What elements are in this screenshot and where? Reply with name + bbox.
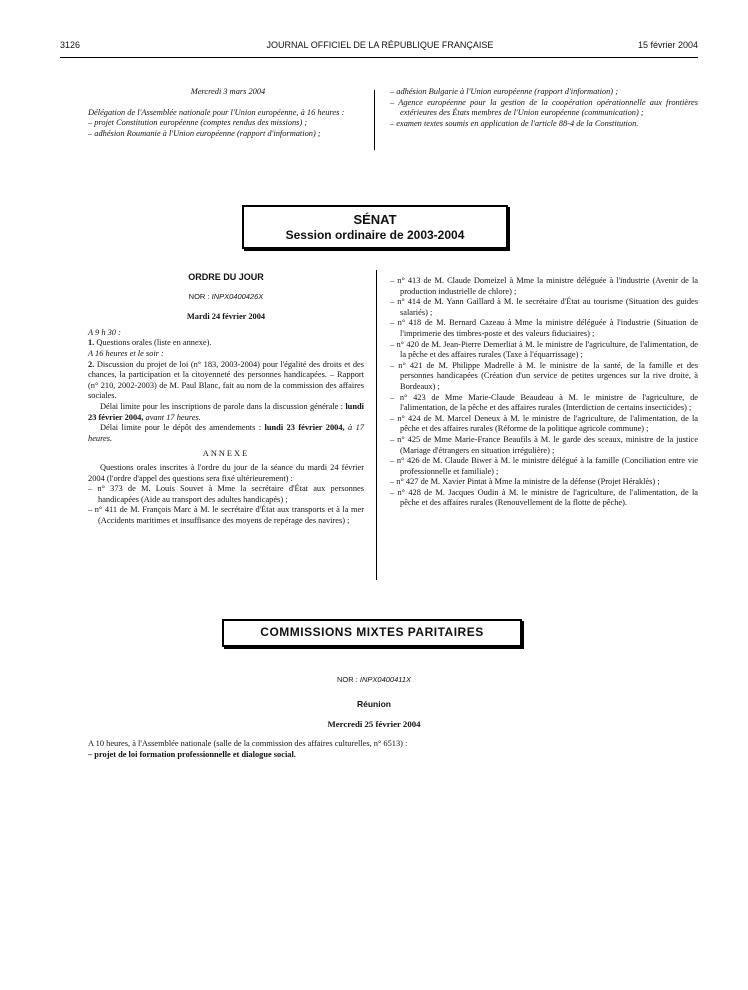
senat-subtitle: Session ordinaire de 2003-2004 [285,228,465,242]
odj-nor [88,292,364,303]
question-item: – n° 423 de Mme Marie-Claude Beaudeau à M. le ministre de l'agriculture, de l'alimentation, de la pêche et des affaires rurales (Interdiction de certains insecticides) ; [390,392,698,413]
cmp-line2: – projet de loi formation professionnelle et dialogue social. [88,749,296,759]
annexe-heading: ANNEXE [202,449,250,459]
delai2-bold: lundi 23 février 2004, [264,423,345,433]
header-rule [60,57,698,58]
question-item: – n° 425 de Mme Marie-France Beaufils à M. le garde des sceaux, ministre de la justice (Mariage d'étrangers en situation irrégulière) ; [390,434,698,455]
odj-item1 [88,338,364,349]
an-right-item: – examen textes soumis en application de l'article 88-4 de la Constitution. [390,118,639,128]
nor-value: INPX0400426X [211,291,264,301]
question-item: – n° 373 de M. Louis Souvet à Mme la secrétaire d'État aux personnes handicapées (Aide au transport des adultes handicapés) ; [88,484,364,504]
delai2-post: à 17 heures. [88,423,365,443]
question-item: – n° 413 de M. Claude Domeizel à Mme la ministre déléguée à l'industrie (Avenir de la production industrielle de chlore) ; [390,276,698,296]
column-divider [374,90,375,150]
header-date: 15 février 2004 [637,40,698,50]
an-date-heading: Mercredi 3 mars 2004 [190,87,266,96]
odj-right-column [390,276,698,509]
delai1-pre: Délai limite pour les inscriptions de parole dans la discussion générale : [100,401,344,411]
question-item: – n° 418 de M. Bernard Cazeau à Mme la ministre déléguée à l'industrie (Situation de l'imprimerie des timbres-poste et des valeurs fiduciaires) ; [390,318,698,338]
odj-left-column [88,272,364,526]
nor-label: NOR : [336,675,358,684]
question-item: – n° 426 de M. Claude Biwer à M. le ministre délégué à la famille (Conciliation entre vie professionnelle et familiale) ; [390,456,698,476]
page-number: 3126 [60,40,81,50]
cmp-reunion: Réunion [357,699,391,709]
an-left-column [88,87,368,139]
nor-value: INPX0400411X [359,675,412,684]
cmp-line1: A 10 heures, à l'Assemblée nationale (salle de la commission des affaires culturelles, n° 6513) : [88,739,408,748]
delai1-post: avant 17 heures. [145,412,201,422]
odj-time1: A 9 h 30 : [88,327,121,337]
an-right-column [390,87,698,129]
cmp-date: Mercredi 25 février 2004 [327,719,421,729]
an-right-item: – adhésion Bulgarie à l'Union européenne (rapport d'information) ; [390,87,618,96]
nor-label: NOR : [188,291,210,301]
odj-date: Mardi 24 février 2004 [186,312,266,322]
an-left-item: – projet Constitution européenne (comptes rendus des missions) ; [88,118,308,128]
item1-text: Questions orales (liste en annexe). [96,338,212,348]
odj-heading: ORDRE DU JOUR [188,272,264,282]
delai1-bold: lundi 23 février 2004, [88,401,364,422]
cmp-box [222,619,522,647]
question-item: – n° 421 de M. Philippe Madrelle à M. le ministre de la santé, de la famille et des personnes handicapées (Création d'un service de petites urgences sur la rive droite, à Bordeaux) ; [390,360,698,391]
question-item: – n° 420 de M. Jean-Pierre Demerliat à M. le ministre de l'agriculture, de l'alimentation, de la pêche et des affaires rurales (Taxe à l'équarrissage) ; [390,339,698,360]
item1-num: 1. [88,338,95,348]
odj-item2 [88,360,364,402]
senat-box [242,205,508,249]
delai2-pre: Délai limite pour le dépôt des amendements : [100,423,262,433]
an-left-item: – adhésion Roumanie à l'Union européenne (rapport d'information) ; [88,128,321,138]
odj-time2: A 16 heures et le soir : [88,348,164,358]
an-right-item: – Agence européenne pour la gestion de la coopération opérationnelle aux frontières extérieures des États membres de l'Union européenne (communication) ; [390,97,698,118]
cmp-nor [240,675,508,684]
odj-delai1 [88,402,364,423]
cmp-title: COMMISSIONS MIXTES PARITAIRES [260,625,484,639]
odj-delai2 [88,423,364,444]
journal-title: JOURNAL OFFICIEL DE LA RÉPUBLIQUE FRANÇAISE [266,40,494,50]
senat-title: SÉNAT [353,212,397,227]
cmp-body [88,739,698,760]
question-item: – n° 428 de M. Jacques Oudin à M. le ministre de l'agriculture, de l'alimentation, de la pêche et des affaires rurales (Renouvellement de la flotte de pêche). [390,487,698,508]
question-item: – n° 411 de M. François Marc à M. le secrétaire d'État aux transports et à la mer (Accidents maritimes et insuffisance des moyens de repérage des navires) ; [88,505,364,525]
annexe-intro: Questions orales inscrites à l'ordre du jour de la séance du mardi 24 février 2004 (l'ordre d'appel des questions sera fixé ultérieurement) : [88,462,364,483]
column-divider [376,270,377,580]
an-delegation: Délégation de l'Assemblée nationale pour l'Union européenne, à 16 heures : [88,107,345,117]
item2-num: 2. [88,359,95,369]
item2-text: Discussion du projet de loi (n° 183, 2003-2004) pour l'égalité des droits et des chances, la participation et la citoyenneté des personnes handicapées. – Rapport (n° 210, 2002-2003) de M. Paul Blanc, fait au nom de la commission des affaires sociales. [88,359,365,401]
question-item: – n° 414 de M. Yann Gaillard à M. le secrétaire d'État au tourisme (Situation des guides salariés) ; [390,297,698,317]
question-item: – n° 427 de M. Xavier Pintat à Mme la ministre de la défense (Projet Héraklès) ; [390,477,660,487]
question-item: – n° 424 de M. Marcel Deneux à M. le ministre de l'agriculture, de l'alimentation, de la pêche et des affaires rurales (Réforme de la politique agricole commune) ; [390,413,698,434]
